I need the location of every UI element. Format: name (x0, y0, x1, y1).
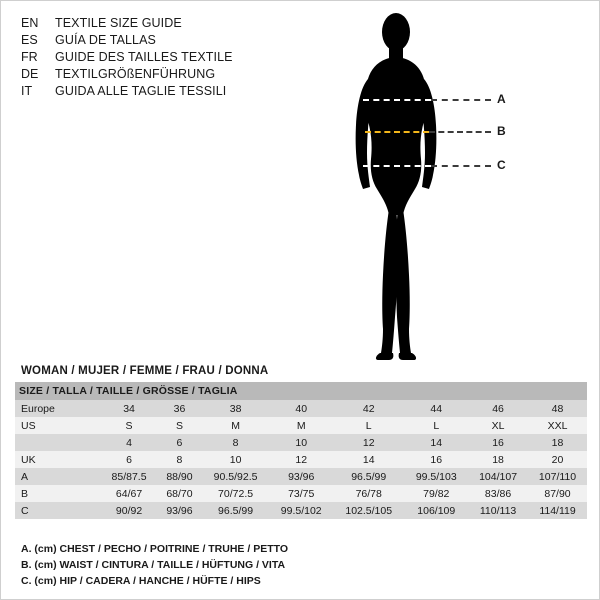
row-label-us-numeric (15, 434, 101, 451)
table-row (15, 434, 587, 451)
note-c: C. (cm) HIP / CADERA / HANCHE / HÜFTE / HIPS (21, 575, 261, 587)
cell-us-4: L (333, 417, 404, 434)
cell-uk-1: 8 (157, 451, 202, 468)
title-row-it (21, 83, 341, 100)
marker-label-c: C (497, 158, 506, 172)
note-a: A. (cm) CHEST / PECHO / POITRINE / TRUHE / PETTO (21, 543, 289, 555)
cell-a-6: 104/107 (468, 468, 528, 485)
cell-europe-3: 40 (269, 400, 333, 417)
row-label-a: A (15, 468, 101, 485)
cell-us-1: S (157, 417, 202, 434)
cell-a-7: 107/110 (528, 468, 587, 485)
cell-usnum-0: 4 (101, 434, 157, 451)
cell-us-6: XL (468, 417, 528, 434)
table-row (15, 485, 587, 502)
cell-usnum-3: 10 (269, 434, 333, 451)
title-lang-de: DE (21, 67, 39, 81)
title-row-en (21, 15, 341, 32)
title-text-it: GUIDA ALLE TAGLIE TESSILI (55, 84, 227, 98)
cell-c-7: 114/119 (528, 502, 587, 519)
cell-us-7: XXL (528, 417, 587, 434)
cell-b-7: 87/90 (528, 485, 587, 502)
cell-uk-7: 20 (528, 451, 587, 468)
title-row-fr (21, 49, 341, 66)
table-row (15, 502, 587, 519)
cell-usnum-6: 16 (468, 434, 528, 451)
cell-us-2: M (202, 417, 270, 434)
cell-c-4: 102.5/105 (333, 502, 404, 519)
guide-line-c-over-body (363, 165, 431, 167)
cell-a-1: 88/90 (157, 468, 202, 485)
cell-us-0: S (101, 417, 157, 434)
cell-europe-1: 36 (157, 400, 202, 417)
title-lang-it: IT (21, 84, 33, 98)
title-lang-es: ES (21, 33, 38, 47)
title-text-fr: GUIDE DES TAILLES TEXTILE (55, 50, 233, 64)
cell-b-0: 64/67 (101, 485, 157, 502)
cell-usnum-5: 14 (404, 434, 468, 451)
section-title: WOMAN / MUJER / FEMME / FRAU / DONNA (21, 365, 269, 377)
row-label-c: C (15, 502, 101, 519)
cell-b-2: 70/72.5 (202, 485, 270, 502)
marker-label-a: A (497, 92, 506, 106)
cell-usnum-7: 18 (528, 434, 587, 451)
cell-a-4: 96.5/99 (333, 468, 404, 485)
title-block (21, 15, 341, 100)
cell-c-3: 99.5/102 (269, 502, 333, 519)
table-header-label: SIZE / TALLA / TAILLE / GRÖSSE / TAGLIA (15, 382, 587, 400)
row-label-b: B (15, 485, 101, 502)
title-lang-fr: FR (21, 50, 38, 64)
measurement-notes (21, 541, 288, 589)
table-row (15, 417, 587, 434)
title-row-es (21, 32, 341, 49)
cell-c-1: 93/96 (157, 502, 202, 519)
row-label-europe: Europe (15, 400, 101, 417)
cell-uk-6: 18 (468, 451, 528, 468)
cell-europe-6: 46 (468, 400, 528, 417)
cell-b-4: 76/78 (333, 485, 404, 502)
table-row (15, 451, 587, 468)
cell-c-6: 110/113 (468, 502, 528, 519)
guide-leader-b (429, 131, 491, 133)
cell-uk-4: 14 (333, 451, 404, 468)
title-text-es: GUÍA DE TALLAS (55, 33, 156, 47)
table-row (15, 468, 587, 485)
note-b: B. (cm) WAIST / CINTURA / TAILLE / HÜFTUNG / VITA (21, 559, 286, 571)
guide-leader-a (431, 99, 491, 101)
row-label-us: US (15, 417, 101, 434)
title-lang-en: EN (21, 16, 39, 30)
cell-b-5: 79/82 (404, 485, 468, 502)
guide-leader-c (431, 165, 491, 167)
guide-line-a-over-body (363, 99, 431, 101)
cell-usnum-2: 8 (202, 434, 270, 451)
cell-b-3: 73/75 (269, 485, 333, 502)
cell-europe-4: 42 (333, 400, 404, 417)
cell-usnum-4: 12 (333, 434, 404, 451)
title-text-en: TEXTILE SIZE GUIDE (55, 16, 182, 30)
cell-us-5: L (404, 417, 468, 434)
cell-c-5: 106/109 (404, 502, 468, 519)
row-label-uk: UK (15, 451, 101, 468)
female-silhouette-icon (339, 9, 579, 369)
table-header-row (15, 382, 587, 400)
table-row (15, 400, 587, 417)
cell-a-5: 99.5/103 (404, 468, 468, 485)
cell-b-6: 83/86 (468, 485, 528, 502)
cell-usnum-1: 6 (157, 434, 202, 451)
cell-uk-5: 16 (404, 451, 468, 468)
cell-b-1: 68/70 (157, 485, 202, 502)
cell-a-2: 90.5/92.5 (202, 468, 270, 485)
cell-c-0: 90/92 (101, 502, 157, 519)
guide-line-b-over-body (365, 131, 429, 133)
cell-europe-2: 38 (202, 400, 270, 417)
cell-europe-7: 48 (528, 400, 587, 417)
cell-europe-0: 34 (101, 400, 157, 417)
cell-uk-0: 6 (101, 451, 157, 468)
title-row-de (21, 66, 341, 83)
cell-us-3: M (269, 417, 333, 434)
cell-europe-5: 44 (404, 400, 468, 417)
cell-a-3: 93/96 (269, 468, 333, 485)
size-table (15, 382, 587, 519)
cell-uk-2: 10 (202, 451, 270, 468)
marker-label-b: B (497, 124, 506, 138)
cell-uk-3: 12 (269, 451, 333, 468)
body-figure (339, 9, 579, 369)
cell-c-2: 96.5/99 (202, 502, 270, 519)
title-text-de: TEXTILGRÖßENFÜHRUNG (55, 67, 216, 81)
cell-a-0: 85/87.5 (101, 468, 157, 485)
